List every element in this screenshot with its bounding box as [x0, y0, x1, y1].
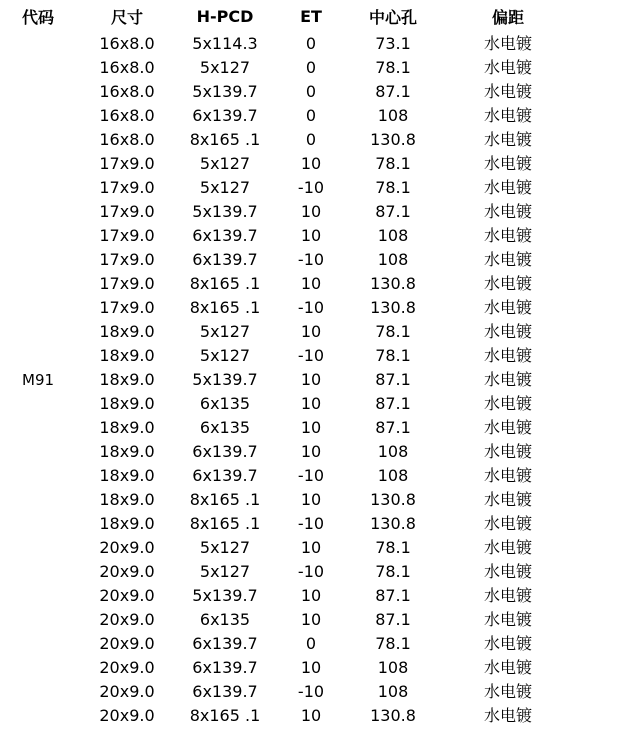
cell-size: 16x8.0 — [99, 106, 155, 125]
table-row — [0, 368, 622, 392]
row-spacer — [570, 440, 622, 464]
row-spacer — [570, 704, 622, 728]
table-row — [0, 440, 622, 464]
cell-center-bore: 108 — [377, 250, 409, 269]
row-spacer — [570, 512, 622, 536]
cell-center-bore: 78.1 — [375, 346, 411, 365]
cell-et: 10 — [300, 610, 322, 629]
cell-et: 10 — [300, 154, 322, 173]
cell-size: 18x9.0 — [99, 346, 155, 365]
cell-size: 17x9.0 — [99, 274, 155, 293]
row-spacer — [570, 632, 622, 656]
cell-h-pcd: 8x165 .1 — [189, 130, 261, 149]
table-row — [0, 584, 622, 608]
cell-offset: 水电镀 — [483, 586, 532, 605]
cell-offset: 水电镀 — [483, 514, 532, 533]
cell-h-pcd: 5x139.7 — [192, 586, 258, 605]
cell-offset: 水电镀 — [483, 370, 532, 389]
cell-center-bore: 87.1 — [375, 610, 411, 629]
cell-h-pcd: 6x139.7 — [192, 682, 258, 701]
row-spacer — [570, 80, 622, 104]
cell-offset: 水电镀 — [483, 106, 532, 125]
cell-h-pcd: 5x127 — [199, 154, 251, 173]
cell-code — [0, 176, 86, 200]
cell-size: 18x9.0 — [99, 442, 155, 461]
cell-center-bore: 130.8 — [370, 130, 416, 149]
cell-center-bore: 78.1 — [375, 634, 411, 653]
cell-h-pcd: 6x135 — [199, 394, 251, 413]
cell-offset: 水电镀 — [483, 250, 532, 269]
cell-size: 18x9.0 — [99, 514, 155, 533]
cell-code — [0, 80, 86, 104]
cell-size: 20x9.0 — [99, 658, 155, 677]
cell-size: 20x9.0 — [99, 634, 155, 653]
cell-et: 10 — [300, 394, 322, 413]
cell-h-pcd: 5x127 — [199, 178, 251, 197]
cell-h-pcd: 6x135 — [199, 610, 251, 629]
cell-center-bore: 87.1 — [375, 418, 411, 437]
cell-et: 10 — [300, 322, 322, 341]
cell-center-bore: 78.1 — [375, 538, 411, 557]
cell-et: 10 — [300, 202, 322, 221]
table-row — [0, 200, 622, 224]
cell-size: 18x9.0 — [99, 490, 155, 509]
cell-center-bore: 87.1 — [375, 370, 411, 389]
cell-offset: 水电镀 — [483, 466, 532, 485]
table-row — [0, 392, 622, 416]
cell-h-pcd: 5x139.7 — [192, 202, 258, 221]
cell-et: -10 — [297, 298, 325, 317]
table-row — [0, 224, 622, 248]
cell-size: 18x9.0 — [99, 418, 155, 437]
cell-size: 20x9.0 — [99, 706, 155, 725]
cell-et: 10 — [300, 442, 322, 461]
cell-code — [0, 680, 86, 704]
table-row — [0, 344, 622, 368]
table-row — [0, 80, 622, 104]
cell-et: 10 — [300, 490, 322, 509]
cell-code — [0, 704, 86, 728]
cell-h-pcd: 5x139.7 — [192, 370, 258, 389]
cell-center-bore: 78.1 — [375, 562, 411, 581]
cell-size: 18x9.0 — [99, 394, 155, 413]
cell-offset: 水电镀 — [483, 538, 532, 557]
table-row — [0, 560, 622, 584]
cell-center-bore: 108 — [377, 106, 409, 125]
cell-offset: 水电镀 — [483, 82, 532, 101]
cell-code — [0, 392, 86, 416]
table-row — [0, 32, 622, 56]
cell-h-pcd: 8x165 .1 — [189, 490, 261, 509]
header-center-bore: 中心孔 — [368, 7, 417, 27]
cell-center-bore: 87.1 — [375, 202, 411, 221]
cell-size: 20x9.0 — [99, 538, 155, 557]
cell-center-bore: 108 — [377, 466, 409, 485]
cell-offset: 水电镀 — [483, 682, 532, 701]
table-row — [0, 104, 622, 128]
cell-center-bore: 87.1 — [375, 586, 411, 605]
cell-et: 10 — [300, 586, 322, 605]
table-row — [0, 680, 622, 704]
cell-code — [0, 416, 86, 440]
header-h-pcd: H-PCD — [196, 6, 254, 26]
cell-code: M91 — [22, 371, 55, 389]
cell-h-pcd: 6x139.7 — [192, 442, 258, 461]
cell-h-pcd: 6x139.7 — [192, 634, 258, 653]
cell-code — [0, 560, 86, 584]
row-spacer — [570, 56, 622, 80]
table-row — [0, 608, 622, 632]
cell-et: 0 — [305, 34, 317, 53]
row-spacer — [570, 320, 622, 344]
cell-et: -10 — [297, 346, 325, 365]
cell-offset: 水电镀 — [483, 322, 532, 341]
cell-et: 0 — [305, 82, 317, 101]
cell-center-bore: 130.8 — [370, 298, 416, 317]
cell-size: 20x9.0 — [99, 682, 155, 701]
row-spacer — [570, 416, 622, 440]
cell-center-bore: 108 — [377, 658, 409, 677]
cell-size: 20x9.0 — [99, 610, 155, 629]
table-row — [0, 296, 622, 320]
cell-offset: 水电镀 — [483, 610, 532, 629]
row-spacer — [570, 104, 622, 128]
cell-code — [0, 296, 86, 320]
cell-center-bore: 130.8 — [370, 274, 416, 293]
table-row — [0, 656, 622, 680]
cell-code — [0, 32, 86, 56]
cell-et: -10 — [297, 514, 325, 533]
cell-et: -10 — [297, 178, 325, 197]
cell-size: 18x9.0 — [99, 466, 155, 485]
cell-et: 0 — [305, 130, 317, 149]
header-spacer — [570, 0, 622, 32]
table-row — [0, 488, 622, 512]
row-spacer — [570, 488, 622, 512]
cell-offset: 水电镀 — [483, 202, 532, 221]
table-row — [0, 512, 622, 536]
cell-offset: 水电镀 — [483, 58, 532, 77]
cell-et: -10 — [297, 682, 325, 701]
cell-size: 16x8.0 — [99, 82, 155, 101]
cell-center-bore: 108 — [377, 682, 409, 701]
table-row — [0, 704, 622, 728]
cell-size: 17x9.0 — [99, 298, 155, 317]
cell-offset: 水电镀 — [483, 394, 532, 413]
cell-code — [0, 248, 86, 272]
cell-size: 20x9.0 — [99, 562, 155, 581]
row-spacer — [570, 152, 622, 176]
row-spacer — [570, 368, 622, 392]
row-spacer — [570, 248, 622, 272]
cell-et: 0 — [305, 634, 317, 653]
cell-h-pcd: 5x127 — [199, 538, 251, 557]
cell-offset: 水电镀 — [483, 34, 532, 53]
cell-center-bore: 87.1 — [375, 394, 411, 413]
table-body — [0, 32, 622, 728]
cell-size: 17x9.0 — [99, 178, 155, 197]
cell-size: 18x9.0 — [99, 370, 155, 389]
cell-code — [0, 56, 86, 80]
cell-size: 17x9.0 — [99, 226, 155, 245]
cell-code — [0, 440, 86, 464]
row-spacer — [570, 536, 622, 560]
cell-code — [0, 224, 86, 248]
cell-offset: 水电镀 — [483, 634, 532, 653]
cell-offset: 水电镀 — [483, 706, 532, 725]
table-row — [0, 152, 622, 176]
cell-offset: 水电镀 — [483, 490, 532, 509]
header-offset: 偏距 — [491, 7, 524, 27]
cell-code — [0, 536, 86, 560]
cell-offset: 水电镀 — [483, 346, 532, 365]
cell-et: 10 — [300, 706, 322, 725]
cell-center-bore: 73.1 — [375, 34, 411, 53]
row-spacer — [570, 680, 622, 704]
cell-size: 16x8.0 — [99, 34, 155, 53]
cell-code — [0, 200, 86, 224]
cell-et: 10 — [300, 274, 322, 293]
cell-h-pcd: 6x139.7 — [192, 658, 258, 677]
cell-code — [0, 512, 86, 536]
cell-et: -10 — [297, 250, 325, 269]
cell-offset: 水电镀 — [483, 562, 532, 581]
row-spacer — [570, 272, 622, 296]
cell-et: 0 — [305, 58, 317, 77]
row-spacer — [570, 128, 622, 152]
cell-code — [0, 632, 86, 656]
table-row — [0, 176, 622, 200]
cell-center-bore: 87.1 — [375, 82, 411, 101]
cell-size: 16x8.0 — [99, 130, 155, 149]
cell-size: 20x9.0 — [99, 586, 155, 605]
cell-code — [0, 320, 86, 344]
table-row — [0, 320, 622, 344]
cell-size: 18x9.0 — [99, 322, 155, 341]
cell-et: -10 — [297, 562, 325, 581]
cell-offset: 水电镀 — [483, 418, 532, 437]
cell-center-bore: 108 — [377, 226, 409, 245]
table-row — [0, 632, 622, 656]
cell-h-pcd: 5x127 — [199, 322, 251, 341]
cell-h-pcd: 5x127 — [199, 58, 251, 77]
table-row — [0, 56, 622, 80]
cell-h-pcd: 8x165 .1 — [189, 706, 261, 725]
cell-offset: 水电镀 — [483, 178, 532, 197]
cell-h-pcd: 5x139.7 — [192, 82, 258, 101]
cell-code — [0, 104, 86, 128]
cell-h-pcd: 6x139.7 — [192, 106, 258, 125]
cell-h-pcd: 8x165 .1 — [189, 298, 261, 317]
row-spacer — [570, 176, 622, 200]
table-row — [0, 416, 622, 440]
table-row — [0, 128, 622, 152]
cell-size: 17x9.0 — [99, 202, 155, 221]
row-spacer — [570, 32, 622, 56]
row-spacer — [570, 296, 622, 320]
cell-code — [0, 464, 86, 488]
cell-center-bore: 78.1 — [375, 154, 411, 173]
cell-h-pcd: 6x139.7 — [192, 250, 258, 269]
row-spacer — [570, 200, 622, 224]
row-spacer — [570, 344, 622, 368]
cell-h-pcd: 6x139.7 — [192, 226, 258, 245]
cell-size: 17x9.0 — [99, 154, 155, 173]
row-spacer — [570, 560, 622, 584]
cell-et: 10 — [300, 226, 322, 245]
table-row — [0, 536, 622, 560]
cell-et: 10 — [300, 538, 322, 557]
table-row — [0, 464, 622, 488]
cell-code — [0, 128, 86, 152]
cell-h-pcd: 5x127 — [199, 346, 251, 365]
cell-offset: 水电镀 — [483, 442, 532, 461]
row-spacer — [570, 608, 622, 632]
cell-offset: 水电镀 — [483, 154, 532, 173]
cell-center-bore: 130.8 — [370, 514, 416, 533]
cell-center-bore: 130.8 — [370, 706, 416, 725]
row-spacer — [570, 464, 622, 488]
header-et: ET — [300, 6, 322, 26]
cell-offset: 水电镀 — [483, 658, 532, 677]
row-spacer — [570, 224, 622, 248]
cell-et: 0 — [305, 106, 317, 125]
cell-h-pcd: 6x139.7 — [192, 466, 258, 485]
cell-center-bore: 78.1 — [375, 178, 411, 197]
cell-offset: 水电镀 — [483, 274, 532, 293]
cell-et: -10 — [297, 466, 325, 485]
cell-h-pcd: 6x135 — [199, 418, 251, 437]
header-code: 代码 — [22, 7, 55, 27]
cell-center-bore: 78.1 — [375, 58, 411, 77]
table-row — [0, 272, 622, 296]
row-spacer — [570, 392, 622, 416]
cell-code — [0, 344, 86, 368]
cell-code — [0, 608, 86, 632]
header-row — [0, 0, 622, 32]
cell-code — [0, 152, 86, 176]
cell-code — [0, 656, 86, 680]
cell-code — [0, 488, 86, 512]
cell-code — [0, 584, 86, 608]
cell-center-bore: 108 — [377, 442, 409, 461]
header-size: 尺寸 — [110, 7, 143, 27]
cell-et: 10 — [300, 418, 322, 437]
row-spacer — [570, 656, 622, 680]
cell-h-pcd: 8x165 .1 — [189, 274, 261, 293]
table-row — [0, 248, 622, 272]
cell-offset: 水电镀 — [483, 226, 532, 245]
cell-offset: 水电镀 — [483, 130, 532, 149]
cell-et: 10 — [300, 370, 322, 389]
cell-size: 17x9.0 — [99, 250, 155, 269]
cell-center-bore: 130.8 — [370, 490, 416, 509]
cell-code — [0, 272, 86, 296]
cell-center-bore: 78.1 — [375, 322, 411, 341]
cell-size: 16x8.0 — [99, 58, 155, 77]
cell-h-pcd: 5x127 — [199, 562, 251, 581]
cell-offset: 水电镀 — [483, 298, 532, 317]
row-spacer — [570, 584, 622, 608]
cell-et: 10 — [300, 658, 322, 677]
cell-h-pcd: 8x165 .1 — [189, 514, 261, 533]
cell-h-pcd: 5x114.3 — [192, 34, 258, 53]
